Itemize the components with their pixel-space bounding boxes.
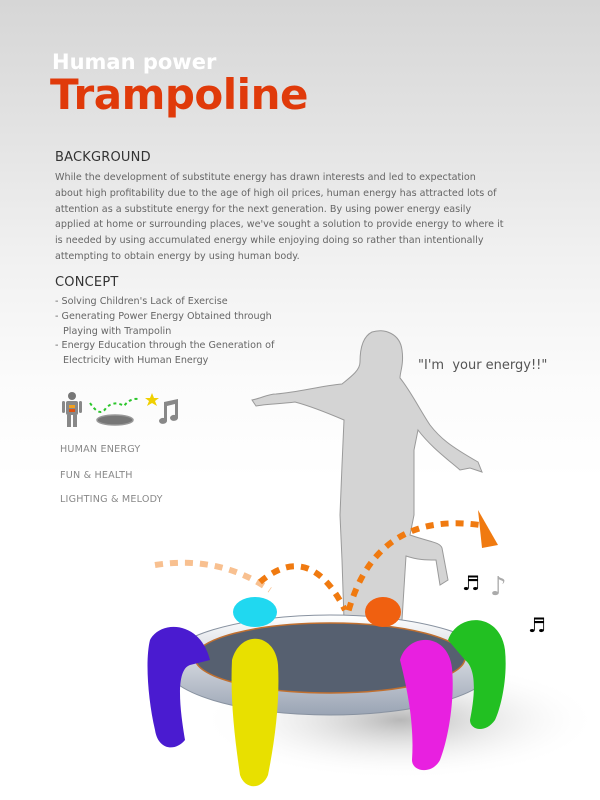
concept-item: - Solving Children's Lack of Exercise <box>55 296 228 307</box>
feature-label-fun-health: FUN & HEALTH <box>60 470 133 481</box>
quote: "I'm your energy!!" <box>418 358 548 373</box>
feature-label-lighting-melody: LIGHTING & MELODY <box>60 494 163 505</box>
concept-item: - Generating Power Energy Obtained through Playing with Trampolin <box>55 310 272 337</box>
subtitle: Human power <box>52 50 217 74</box>
page-title: Trampoline <box>50 70 308 119</box>
energy-arrow-faint <box>155 563 270 590</box>
trampoline-illustration <box>0 320 600 800</box>
music-note-icon: ♬ <box>462 571 480 595</box>
concept-item: - Energy Education through the Generation of Electricity with Human Energy <box>55 340 275 367</box>
background-text: While the development of substitute energy has drawn interests and led to expectation about high profitability due to the age of high oil prices, human energy has attracted lots of attention as a substitute energy for the next generation. By using power energy easily applied at home or surrounding places, we've sought a solution to provide energy to where it is needed by using accumulated energy while enjoying doing so rather than intentionally attempting to obtain energy by using human body. <box>55 172 504 262</box>
arrow-head <box>478 510 498 548</box>
concept-heading: CONCEPT <box>55 275 119 290</box>
background-heading: BACKGROUND <box>55 150 151 165</box>
feature-label-human-energy: HUMAN ENERGY <box>60 444 141 455</box>
child-silhouette <box>252 331 482 630</box>
pad-cyan <box>233 597 277 627</box>
pad-orange <box>365 597 401 627</box>
music-note-icon: ♬ <box>528 613 546 637</box>
music-note-icon: ♪ <box>490 572 507 602</box>
